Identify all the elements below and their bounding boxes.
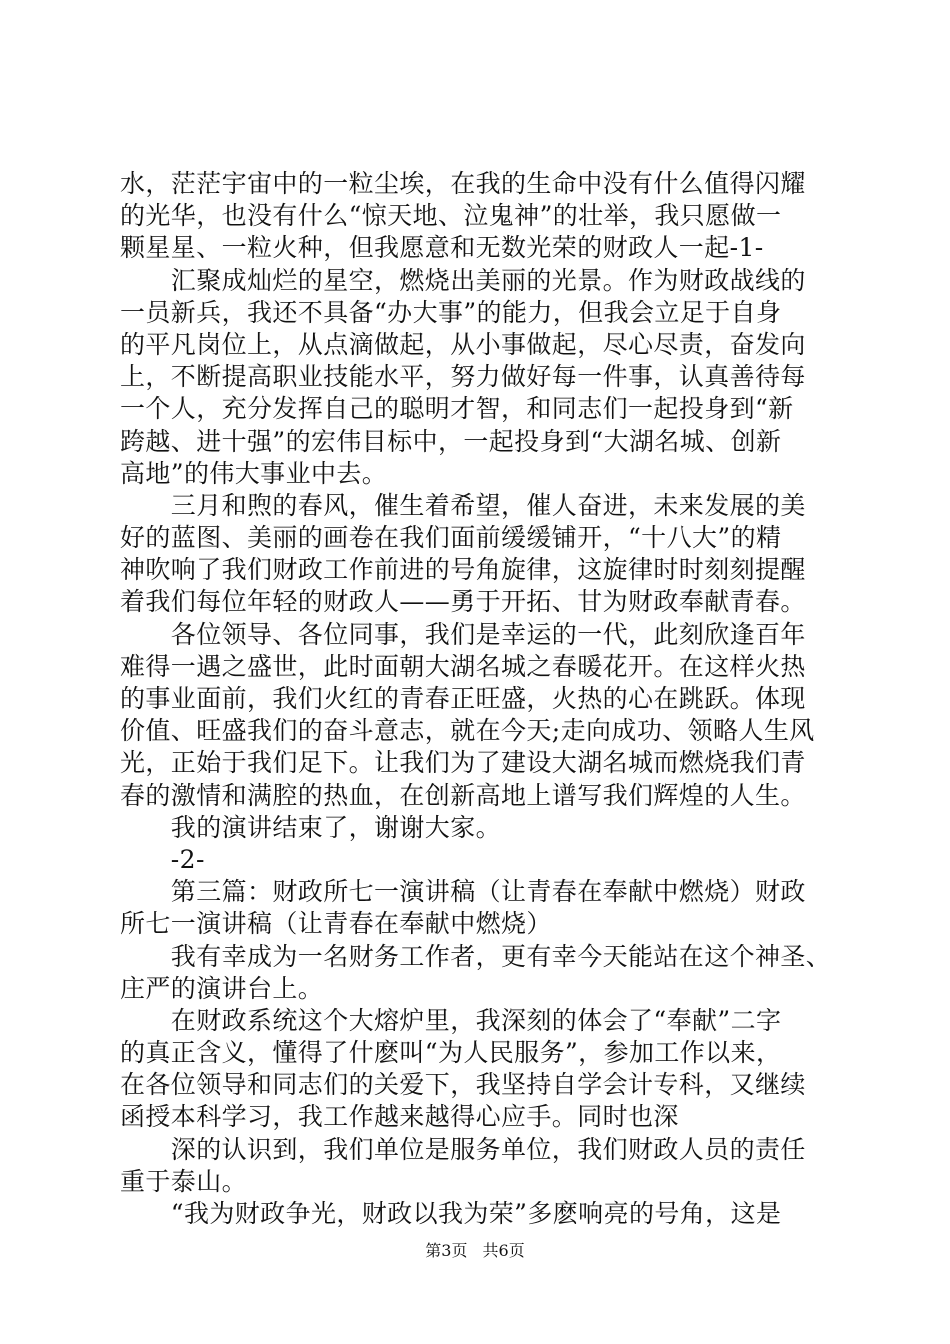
text-line: 三月和煦的春风，催生着希望，催人奋进，未来发展的美: [120, 490, 806, 520]
text-line: 光，正始于我们足下。让我们为了建设大湖名城而燃烧我们青: [120, 748, 806, 778]
text-line: 上，不断提高职业技能水平，努力做好每一件事，认真善待每: [120, 362, 806, 392]
text-line: 在财政系统这个大熔炉里，我深刻的体会了“奉献”二字: [120, 1005, 782, 1035]
text-line: 所七一演讲稿（让青春在奉献中燃烧）: [120, 909, 552, 939]
text-line: 的平凡岗位上，从点滴做起，从小事做起，尽心尽责，奋发向: [120, 329, 806, 359]
text-line: 好的蓝图、美丽的画卷在我们面前缓缓铺开，“十八大”的精: [120, 523, 782, 553]
text-line: 我有幸成为一名财务工作者，更有幸今天能站在这个神圣、: [120, 941, 832, 971]
text-line: -2-: [120, 844, 205, 874]
text-line: 颗星星、一粒火种，但我愿意和无数光荣的财政人一起-1-: [120, 233, 764, 263]
page-footer: [0, 1238, 950, 1261]
page-total: 共6页: [482, 1241, 525, 1260]
text-line: 深的认识到，我们单位是服务单位，我们财政人员的责任: [120, 1134, 806, 1164]
text-line: 跨越、进十强”的宏伟目标中，一起投身到“大湖名城、创新: [120, 426, 782, 456]
text-line: 的事业面前，我们火红的青春正旺盛，火热的心在跳跃。体现: [120, 684, 806, 713]
text-line: 各位领导、各位同事，我们是幸运的一代，此刻欣逢百年: [120, 619, 806, 649]
text-line: 汇聚成灿烂的星空，燃烧出美丽的光景。作为财政战线的: [120, 265, 806, 295]
text-line: 的光华，也没有什么“惊天地、泣鬼神”的壮举，我只愿做一: [120, 201, 782, 231]
text-line: 我的演讲结束了，谢谢大家。: [120, 812, 502, 842]
text-line: 重于泰山。: [120, 1166, 248, 1196]
text-line: 神吹响了我们财政工作前进的号角旋律，这旋律时时刻刻提醒: [120, 555, 806, 585]
text-line: 价值、旺盛我们的奋斗意志，就在今天;走向成功、领略人生风: [120, 716, 815, 746]
text-line: 水，茫茫宇宙中的一粒尘埃，在我的生命中没有什么值得闪耀: [120, 169, 806, 198]
text-line: 的真正含义，懂得了什麽叫“为人民服务”，参加工作以来，: [120, 1038, 782, 1068]
text-line: 春的激情和满腔的热血，在创新高地上谱写我们辉煌的人生。: [120, 780, 806, 810]
text-line: 在各位领导和同志们的关爱下，我坚持自学会计专科，又继续: [120, 1070, 806, 1100]
text-line: 难得一遇之盛世，此时面朝大湖名城之春暖花开。在这样火热: [120, 651, 806, 681]
text-line: 庄严的演讲台上。: [120, 973, 324, 1003]
text-line: 一员新兵，我还不具备“办大事”的能力，但我会立足于自身: [120, 297, 782, 327]
text-line: 高地”的伟大事业中去。: [120, 458, 388, 488]
text-line: 着我们每位年轻的财政人——勇于开拓、甘为财政奉献青春。: [120, 587, 806, 617]
text-line: “我为财政争光，财政以我为荣”多麽响亮的号角，这是: [120, 1199, 782, 1228]
text-line: 第三篇：财政所七一演讲稿（让青春在奉献中燃烧）财政: [120, 877, 806, 907]
text-line: 一个人，充分发挥自己的聪明才智，和同志们一起投身到“新: [120, 394, 794, 424]
document-body: [120, 168, 840, 1230]
text-line: 函授本科学习，我工作越来越得心应手。同时也深: [120, 1102, 679, 1132]
page-number: 第3页: [425, 1241, 468, 1260]
